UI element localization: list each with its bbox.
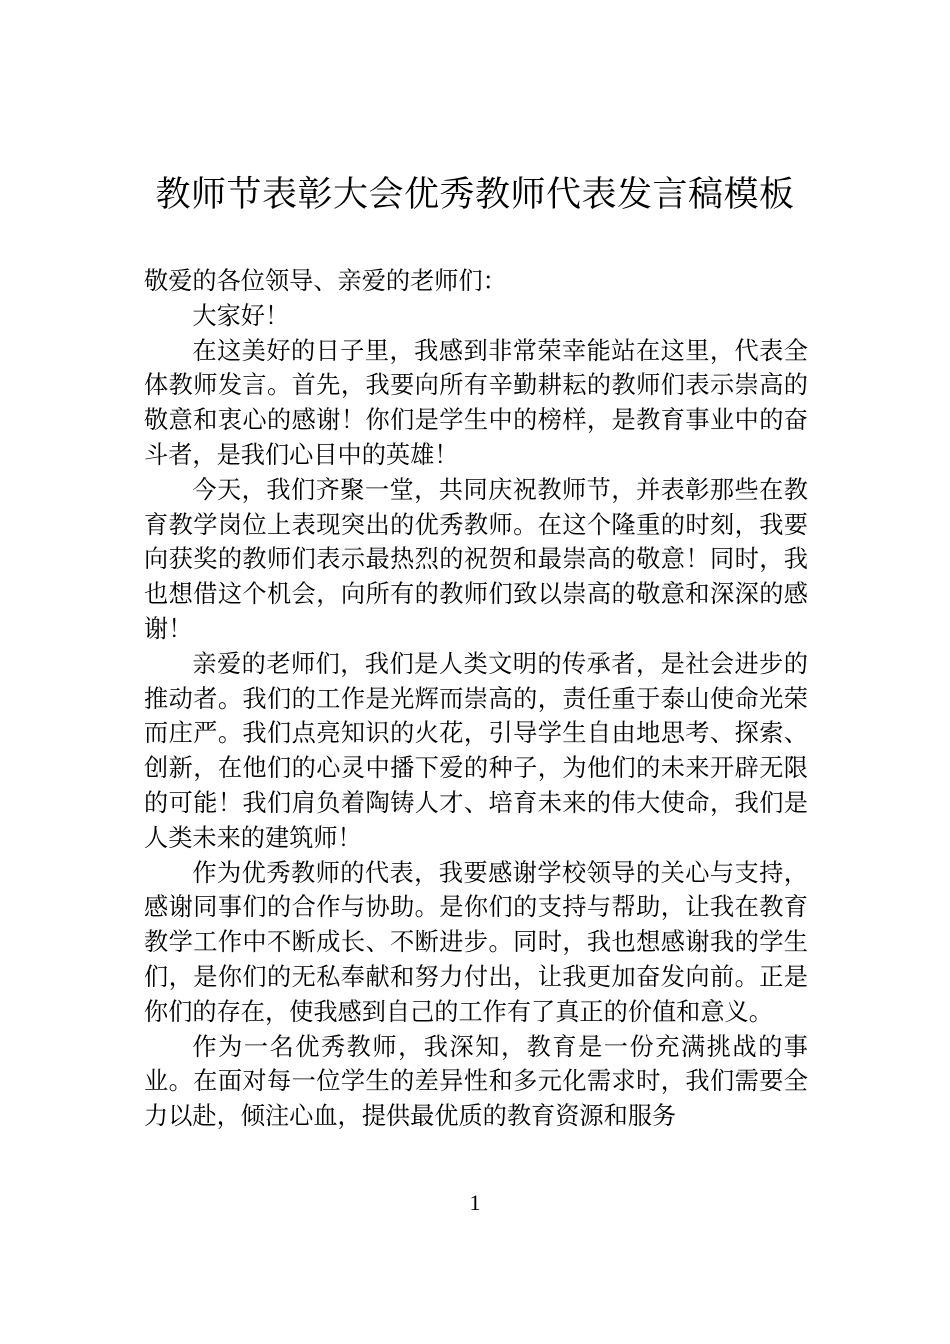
document-title: 教师节表彰大会优秀教师代表发言稿模板 <box>155 175 795 215</box>
paragraph-5: 作为一名优秀教师，我深知，教育是一份充满挑战的事业。在面对每一位学生的差异性和多元化需求时，我们需要全力以赴，倾注心血，提供最优质的教育资源和服务 <box>144 1032 808 1131</box>
paragraph-1: 在这美好的日子里，我感到非常荣幸能站在这里，代表全体教师发言。首先，我要向所有辛勤耕耘的教师们表示崇高的敬意和衷心的感谢！你们是学生中的榜样，是教育事业中的奋斗者，是我们心目中的英雄！ <box>144 336 808 469</box>
paragraph-3: 亲爱的老师们，我们是人类文明的传承者，是社会进步的推动者。我们的工作是光辉而崇高的，责任重于泰山使命光荣而庄严。我们点亮知识的火花，引导学生自由地思考、探索、创新，在他们的心灵中播下爱的种子，为他们的未来开辟无限的可能！我们肩负着陶铸人才、培育未来的伟大使命，我们是人类未来的建筑师！ <box>144 649 808 852</box>
page-number: 1 <box>469 1190 481 1215</box>
salutation: 敬爱的各位领导、亲爱的老师们： <box>144 267 507 295</box>
paragraph-4: 作为优秀教师的代表，我要感谢学校领导的关心与支持，感谢同事们的合作与协助。是你们的支持与帮助，让我在教育教学工作中不断成长、不断进步。同时，我也想感谢我的学生们，是你们的无私奉献和努力付出，让我更加奋发向前。正是你们的存在，使我感到自己的工作有了真正的价值和意义。 <box>144 858 808 1026</box>
paragraph-2: 今天，我们齐聚一堂，共同庆祝教师节，并表彰那些在教育教学岗位上表现突出的优秀教师。在这个隆重的时刻，我要向获奖的教师们表示最热烈的祝贺和最崇高的敬意！同时，我也想借这个机会，向所有的教师们致以崇高的敬意和深深的感谢！ <box>144 475 808 643</box>
document-body <box>144 264 808 1134</box>
greeting: 大家好！ <box>192 301 290 330</box>
